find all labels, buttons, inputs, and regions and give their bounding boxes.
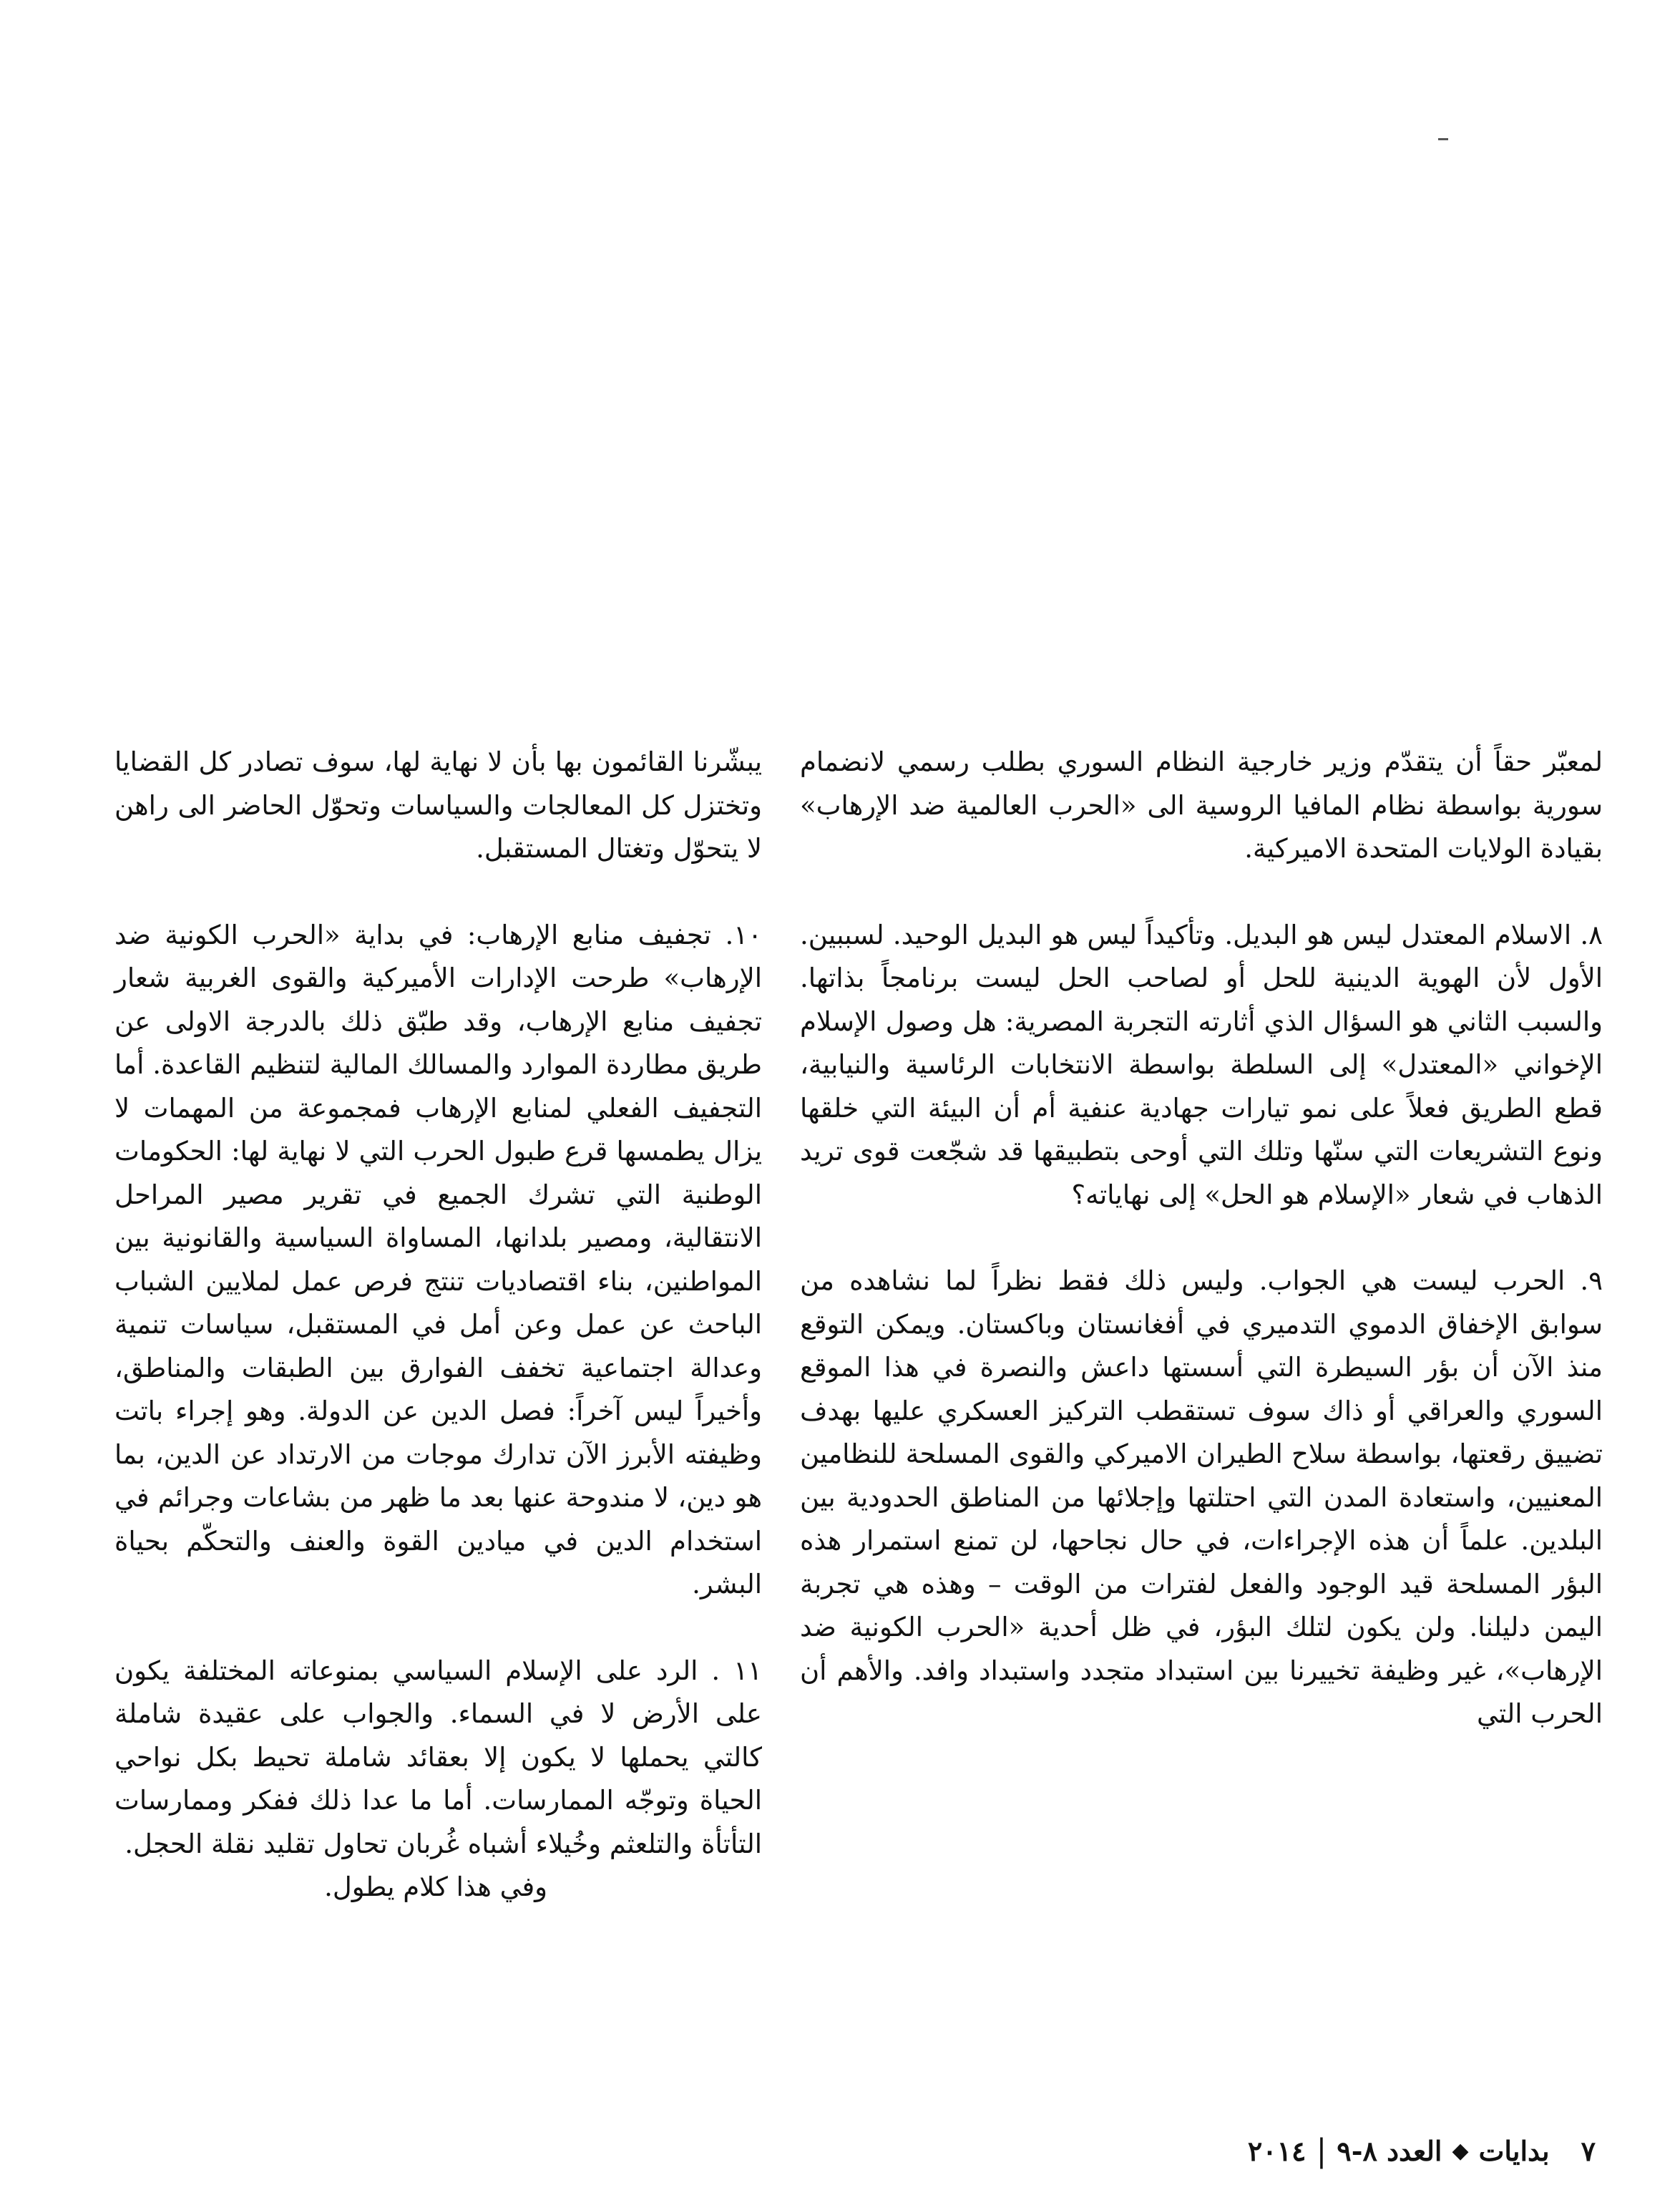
journal-name: بدايات bbox=[1478, 2135, 1550, 2167]
paragraph-11: ١١ . الرد على الإسلام السياسي بمنوعاته المختلفة يكون على الأرض لا في السماء. والجواب على عقيدة شاملة كالتي يحملها لا يكون إلا بعقائد شاملة تحيط بكل نواحي الحياة وتوجّه الممارسات. أما ما عدا ذلك ففكر وممارسات التأتأة والتلعثم وخُيلاء أشباه غُربان تحاول تقليد نقلة الحجل. bbox=[114, 1655, 762, 1859]
issue-number: العدد ٨-٩ bbox=[1337, 2135, 1442, 2167]
paragraph-8: ٨. الاسلام المعتدل ليس هو البديل. وتأكيداً ليس هو البديل الوحيد. لسببين. الأول لأن الهوية الدينية للحل أو لصاحب الحل ليست برنامجاً بذاتها. والسبب الثاني هو السؤال الذي أثارته التجربة المصرية: هل وصول الإسلام الإخواني «المعتدل» إلى السلطة بواسطة الانتخابات الرئاسية والنيابية، قطع الطريق فعلاً على نمو تيارات جهادية عنفية أم أن البيئة التي خلقها ونوع التشريعات التي سنّها وتلك التي أوحى بتطبيقها قد شجّعت قوى تريد الذهاب في شعار «الإسلام هو الحل» إلى نهاياته؟ bbox=[800, 919, 1603, 1210]
footer-separator: | bbox=[1316, 2133, 1327, 2169]
paragraph-10: ١٠. تجفيف منابع الإرهاب: في بداية «الحرب الكونية ضد الإرهاب» طرحت الإدارات الأميركية والقوى الغربية شعار تجفيف منابع الإرهاب، وقد طبّق ذلك بالدرجة الاولى عن طريق مطاردة الموارد والمسالك المالية لتنظيم القاعدة. أما التجفيف الفعلي لمنابع الإرهاب فمجموعة من المهمات لا يزال يطمسها قرع طبول الحرب التي لا نهاية لها: الحكومات الوطنية التي تشرك الجميع في تقرير مصير المراحل الانتقالية، ومصير بلدانها، المساواة السياسية والقانونية بين المواطنين، بناء اقتصاديات تنتج فرص عمل لملايين الشباب الباحث عن عمل وعن أمل في المستقبل، سياسات تنمية وعدالة اجتماعية تخفف الفوارق بين الطبقات والمناطق، وأخيراً ليس آخراً: فصل الدين عن الدولة. وهو إجراء باتت وظيفته الأبرز الآن تدارك موجات من الارتداد عن الدين، بما هو دين، لا مندوحة عنها بعد ما ظهر من بشاعات وجرائم في استخدام الدين في ميادين القوة والعنف والتحكّم بحياة البشر. bbox=[114, 919, 762, 1600]
diamond-icon: ◆ bbox=[1452, 2138, 1469, 2163]
page-footer bbox=[880, 2133, 1596, 2169]
paragraph-9: ٩. الحرب ليست هي الجواب. وليس ذلك فقط نظراً لما نشاهده من سوابق الإخفاق الدموي التدميري في أفغانستان وباكستان. ويمكن التوقع منذ الآن أن بؤر السيطرة التي أسستها داعش والنصرة في هذا الموقع السوري والعراقي أو ذاك سوف تستقطب التركيز العسكري عليها بهدف تضييق رقعتها، بواسطة سلاح الطيران الاميركي والقوى المسلحة للنظامين المعنيين، واستعادة المدن التي احتلتها وإجلائها من المناطق الحدودية بين البلدين. علماً أن هذه الإجراءات، في حال نجاحها، لن تمنع استمرار هذه البؤر المسلحة قيد الوجود والفعل لفترات من الوقت – وهذه هي تجربة اليمن دليلنا. ولن يكون لتلك البؤر، في ظل أحدية «الحرب الكونية ضد الإرهاب»، غير وظيفة تخييرنا بين استبداد متجدد واستبداد وافد. والأهم أن الحرب التي bbox=[800, 1265, 1603, 1729]
left-column bbox=[114, 741, 762, 1909]
right-column bbox=[800, 741, 1603, 1736]
paragraph-intro: لمعبّر حقاً أن يتقدّم وزير خارجية النظام السوري بطلب رسمي لانضمام سورية بواسطة نظام المافيا الروسية الى «الحرب العالمية ضد الإرهاب» بقيادة الولايات المتحدة الاميركية. bbox=[800, 746, 1603, 864]
page-number: ٧ bbox=[1581, 2135, 1596, 2167]
paragraph-continuation: يبشّرنا القائمون بها بأن لا نهاية لها، سوف تصادر كل القضايا وتختزل كل المعالجات والسياسات وتحوّل الحاضر الى راهن لا يتحوّل وتغتال المستقبل. bbox=[114, 746, 762, 864]
issue-year: ٢٠١٤ bbox=[1247, 2135, 1307, 2167]
scan-mark bbox=[1438, 138, 1448, 140]
closing-line: وفي هذا كلام يطول. bbox=[324, 1871, 547, 1902]
